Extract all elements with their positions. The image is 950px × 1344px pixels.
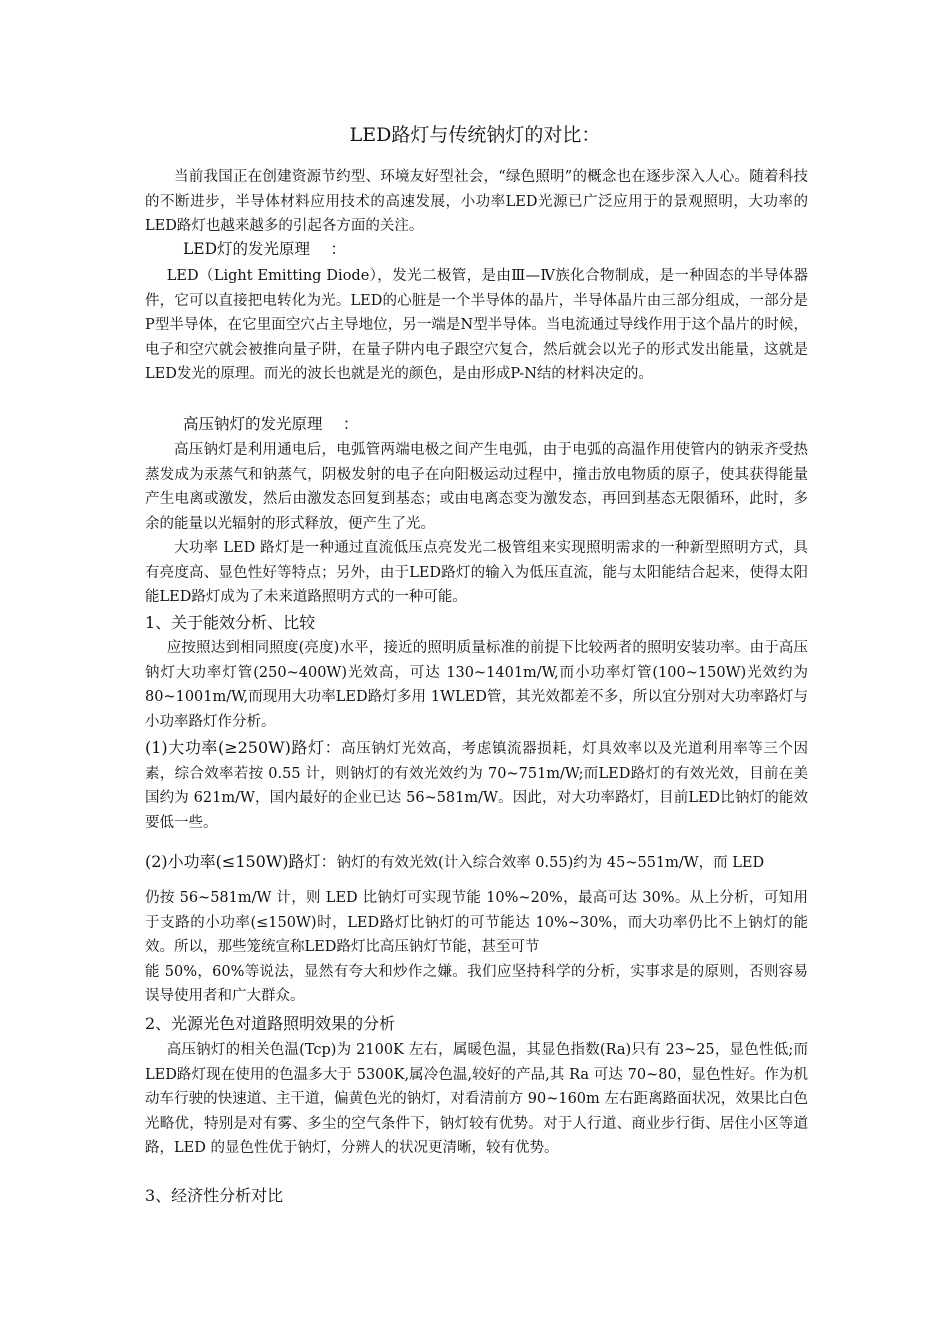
sodium-principle-paragraph [145,438,808,610]
led-principle-paragraph [145,264,808,387]
small-power-paragraph [145,886,808,1009]
intro-text: 当前我国正在创建资源节约型、环境友好型社会，“绿色照明”的概念也在逐步深入人心。随着科技的不断进步，半导体材料应用技术的高速发展，小功率LED光源已广泛应用于的景观照明，大功率的LED路灯也越来越多的引起各方面的关注。 [145,169,808,234]
large-power-text: 高压钠灯光效高，考虑镇流器损耗，灯具效率以及光道利用率等三个因素，综合效率若按 0.55 计，则钠灯的有效光效约为 70~751m/W;而LED路灯的有效光效，目前在美国约为 621m/W，国内最好的企业已达 56~581m/W。因此，对大功率路灯，目前LED比钠灯的能效要低一些。 [145,741,809,831]
large-power-lead: (1)大功率(≥250W)路灯： [145,738,342,757]
led-principle-text: LED（Light Emitting Diode），发光二极管，是由Ⅲ—Ⅳ族化合物制成，是一种固态的半导体器件，它可以直接把电转化为光。LED的心脏是一个半导体的晶片，半导体晶片由三部分组成，一部分是P型半导体，在它里面空穴占主导地位，另一端是N型半导体。当电流通过导线作用于这个晶片的时候，电子和空穴就会被推向量子阱，在量子阱内电子跟空穴复合，然后就会以光子的形式发出能量，这就是LED发光的原理。而光的波长也就是光的颜色，是由形成P-N结的材料决定的。 [145,268,808,382]
section1-heading: 1、关于能效分析、比较 [145,613,316,632]
small-power-lead: (2)小功率(≤150W)路灯： [145,852,337,871]
sodium-principle-text: 高压钠灯是利用通电后，电弧管两端电极之间产生电弧，由于电弧的高温作用使管内的钠汞齐受热蒸发成为汞蒸气和钠蒸气，阴极发射的电子在向阳极运动过程中，撞击放电物质的原子，使其获得能量产生电离或激发，然后由激发态回复到基态；或由电离态变为激发态，再回到基态无限循环，此时，多余的能量以光辐射的形式释放，便产生了光。 [145,442,808,532]
section1-paragraph [145,636,808,734]
section2-text: 高压钠灯的相关色温(Tcp)为 2100K 左右，属暖色温，其显色指数(Ra)只有 23~25，显色性低;而LED路灯现在使用的色温多大于 5300K,属冷色温,较好的产品,其 Ra 可达 70~80，显色性好。作为机动车行驶的快速道、主干道，偏黄色光的钠灯，对看清前方 90~160m 左右距离路面状况，效果比白色光略优，特别是对有雾、多尘的空气条件下，钠灯较有优势。对于人行道、商业步行街、居住小区等道路，LED 的显色性优于钠灯，分辨人的状况更清晰，较有优势。 [145,1042,808,1156]
led-streetlight-text: 大功率 LED 路灯是一种通过直流低压点亮发光二极管组来实现照明需求的一种新型照明方式，具有亮度高、显色性好等特点；另外，由于LED路灯的输入为低压直流，能与太阳能结合起来，使得太阳能LED路灯成为了未来道路照明方式的一种可能。 [145,540,808,605]
section3-heading: 3、经济性分析对比 [145,1186,284,1205]
led-principle-heading: LED灯的发光原理 ： [183,240,346,258]
small-power-line [145,850,808,876]
section1-text: 应按照达到相同照度(亮度)水平，接近的照明质量标准的前提下比较两者的照明安装功率。由于高压钠灯大功率灯管(250~400W)光效高，可达 130~1401m/W,而小功率灯管(100~150W)光效约为80~1001m/W,而现用大功率LED路灯多用 1WLED管，其光效都差不多，所以宜分别对大功率路灯与小功率路灯作分析。 [145,640,808,730]
small-power-text3: 能 50%，60%等说法，显然有夸大和炒作之嫌。我们应坚持科学的分析，实事求是的原则，否则容易误导使用者和广大群众。 [145,963,808,1004]
section2-paragraph [145,1038,808,1161]
large-power-paragraph [145,736,808,835]
page-title: LED路灯与传统钠灯的对比： [349,124,601,146]
section2-heading: 2、光源光色对道路照明效果的分析 [145,1014,396,1033]
small-power-text2: 仍按 56~581m/W 计，则 LED 比钠灯可实现节能 10%~20%，最高可达 30%。从上分析，可知用于支路的小功率(≤150W)时，LED路灯比钠灯的可节能达 10%~30%，而大功率仍比不上钠灯的能效。所以，那些笼统宣称LED路灯比高压钠灯节能，甚至可节 [145,890,808,955]
sodium-principle-heading: 高压钠灯的发光原理 ： [183,415,359,433]
intro-paragraph [145,165,808,239]
small-power-text1: 钠灯的有效光效(计入综合效率 0.55)约为 45~551m/W，而 LED [336,855,765,871]
